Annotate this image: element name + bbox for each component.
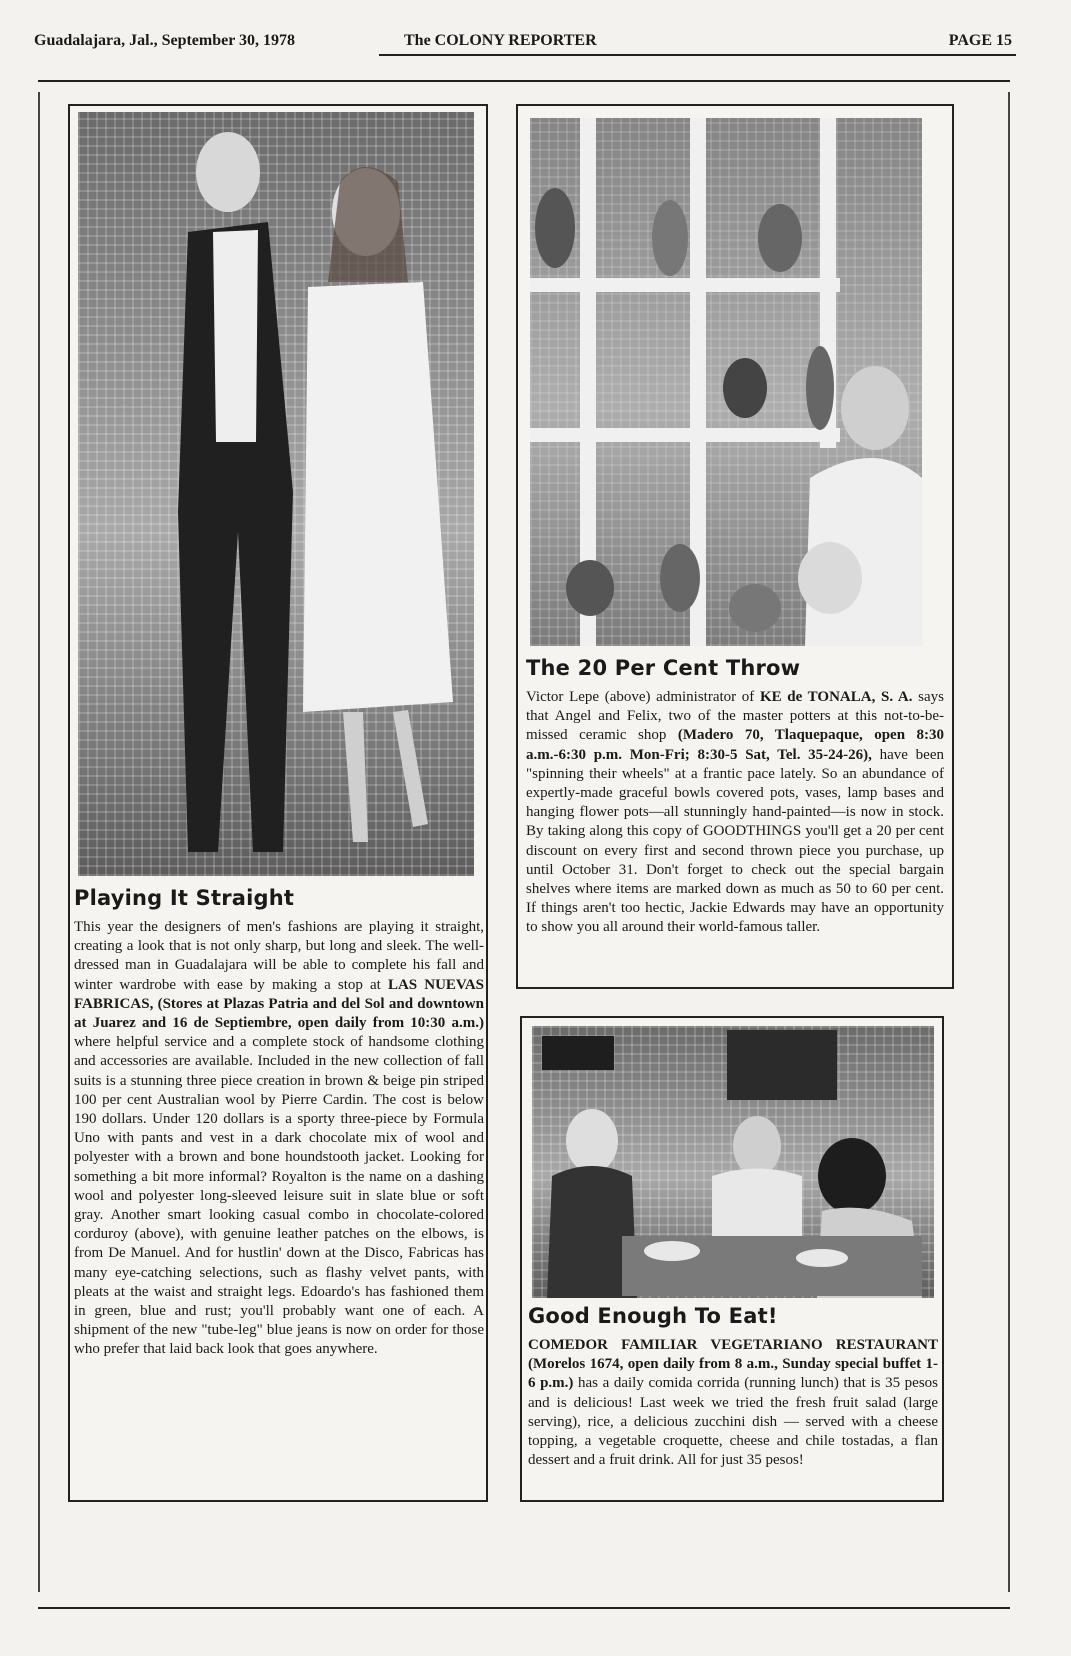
- body-20-per-cent-throw: [526, 688, 944, 938]
- throw-shop-info: (Madero 70, Tlaquepaque, open 8:30 a.m.-6:30 p.m. Mon-Fri; 8:30-5 Sat, Tel. 35-24-26),: [526, 727, 945, 763]
- eat-text-1: has a daily comida corrida (running lunch) that is 35 pesos and is delicious! Last week we tried the fresh fruit salad (large serving), rice, a delicious zucchini dish — served with a cheese topping, a vegetable croquette, cheese and chile tostadas, a flan dessert and a fruit drink. All for just 35 pesos!: [528, 1375, 939, 1469]
- ceramic-shelves-figures: [530, 118, 922, 646]
- article-20-per-cent-throw: [516, 104, 954, 989]
- newspaper-title: The COLONY REPORTER: [404, 32, 597, 49]
- fashion-couple-figures: [78, 112, 474, 876]
- page-number: PAGE 15: [948, 32, 1012, 49]
- dateline: Guadalajara, Jal., September 30, 1978: [34, 32, 296, 49]
- frame-rule-left: [38, 92, 40, 1592]
- eat-restaurant-info: COMEDOR FAMILIAR VEGETARIANO RESTAURANT (Morelos 1674, open daily from 8 a.m., Sunday special buffet 1-6 p.m.): [528, 1337, 938, 1392]
- fashion-couple-photo: [78, 112, 474, 876]
- headline-playing-it-straight: Playing It Straight: [74, 886, 295, 910]
- playing-text-2: where helpful service and a complete stock of handsome clothing and accessories are available. Included in the new collection of fall suits is a stunning three piece creation in brown & beige pin striped 100 per cent Australian wool by Pierre Cardin. The cost is below 190 dollars. Under 120 dollars is a sporty three-piece by Formula Uno with pants and vest in a dark chocolate mix of wool and polyester with a brown and bone houndstooth jacket. Looking for something a bit more informal? Royalton is the name on a dashing wool and polyester long-sleeved leisure suit in slate blue or soft gray. Another smart looking casual combo in chocolate-colored corduroy (above), with genuine leather patches on the elbows, is from De Manuel. And for hustlin' down at the Disco, Fabricas has many eye-catching selections, such as flashy velvet pants, with pleats at the waist and straight legs. Edoardo's has fashioned them in green, blue and rust; you'll probably want one of each. A shipment of the new "tube-leg" blue jeans is now on order for those who prefer that laid back look that goes anywhere.: [74, 1034, 484, 1358]
- body-playing-it-straight: [74, 918, 484, 1360]
- throw-text-3: have been "spinning their wheels" at a frantic pace lately. So an abundance of expertly-made graceful bowls covered pots, vases, lamp bases and hanging flower pots—all stunningly hand-painted—is now in stock. By taking along this copy of GOODTHINGS you'll get a 20 per cent discount on every first and second thrown piece you purchase, up until October 31. Don't forget to check out the special bargain shelves where items are marked down as much as 50 to 60 per cent. If things aren't too hectic, Jackie Edwards may have an opportunity to show you all around their world-famous taller.: [526, 746, 944, 936]
- masthead: [34, 26, 1016, 54]
- playing-text-1: This year the designers of men's fashions are playing it straight, creating a look that is not only sharp, but long and sleek. The well-dressed man in Guadalajara will be able to complete his fall and winter wardrobe with ease by making a stop at: [74, 919, 484, 993]
- masthead-rule: [379, 54, 1016, 56]
- article-playing-it-straight: [68, 104, 488, 1502]
- throw-text-2: says that Angel and Felix, two of the master potters at this not-to-be-missed ceramic shop: [526, 689, 944, 744]
- throw-text-1: Victor Lepe (above) administrator of: [526, 689, 760, 705]
- playing-store-info: LAS NUEVAS FABRICAS, (Stores at Plazas Patria and del Sol and downtown at Juarez and 16 de Septiembre, open daily from 10:30 a.m.): [74, 976, 484, 1032]
- restaurant-diners-photo: [532, 1026, 934, 1298]
- article-good-enough-to-eat: [520, 1016, 944, 1502]
- body-good-enough-to-eat: [528, 1336, 938, 1470]
- frame-rule-right: [1008, 92, 1010, 1592]
- ceramic-shop-photo: [530, 118, 922, 646]
- headline-good-enough-to-eat: Good Enough To Eat!: [528, 1304, 778, 1328]
- throw-shop-name: KE de TONALA, S. A.: [759, 689, 913, 705]
- restaurant-diners-figures: [532, 1026, 934, 1298]
- headline-20-per-cent-throw: The 20 Per Cent Throw: [526, 656, 801, 680]
